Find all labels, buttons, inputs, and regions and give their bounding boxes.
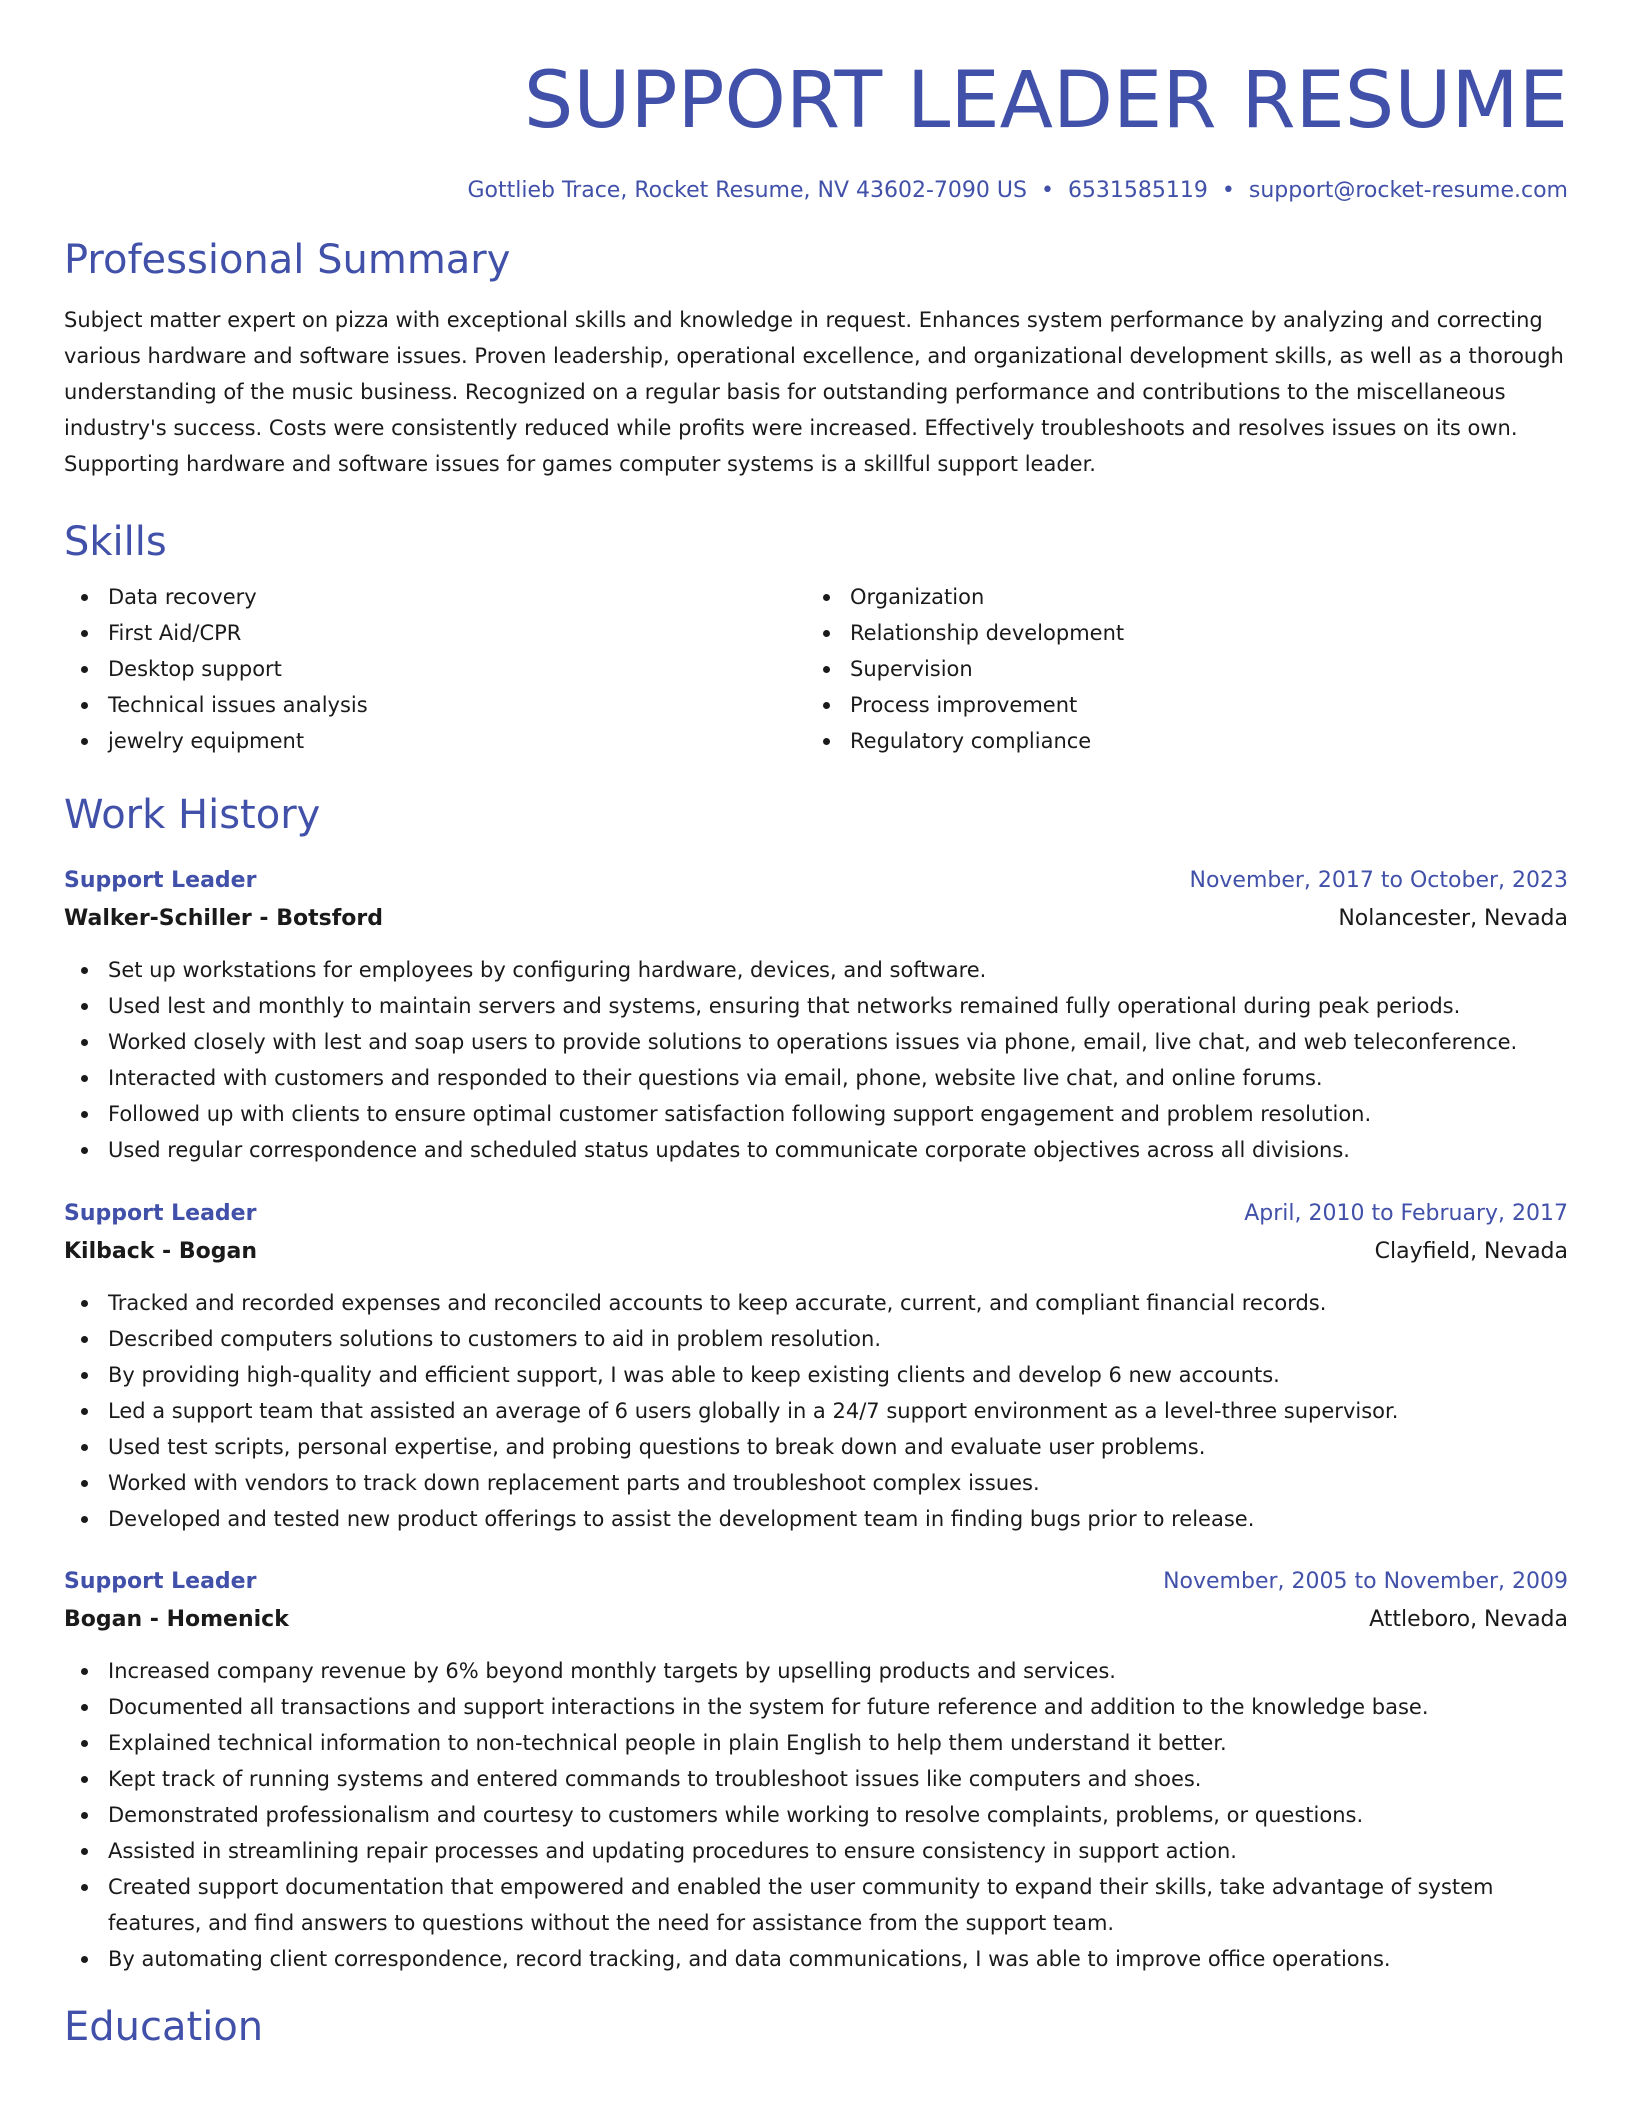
resume-header	[64, 0, 1568, 203]
separator: •	[1040, 178, 1054, 203]
job-location: Clayfield, Nevada	[1374, 1239, 1568, 1264]
job-location: Nolancester, Nevada	[1338, 906, 1568, 931]
job-bullets	[64, 952, 1568, 1168]
job-header-row	[64, 1563, 1568, 1601]
skill-item: Technical issues analysis	[64, 687, 806, 723]
job-dates: November, 2005 to November, 2009	[1163, 1569, 1568, 1594]
job-header-row	[64, 1195, 1568, 1233]
job-bullets	[64, 1285, 1568, 1537]
job-company: Kilback - Bogan	[64, 1239, 257, 1264]
job-bullet: Developed and tested new product offerings to assist the development team in finding bugs prior to release.	[64, 1501, 1568, 1537]
job-entry	[64, 862, 1568, 1168]
phone: 6531585119	[1067, 178, 1208, 203]
address: Gottlieb Trace, Rocket Resume, NV 43602-7090 US	[467, 178, 1027, 203]
job-bullet: Followed up with clients to ensure optimal customer satisfaction following support engagement and problem resolution.	[64, 1096, 1568, 1132]
job-bullet: Assisted in streamlining repair processes and updating procedures to ensure consistency in support action.	[64, 1833, 1568, 1869]
job-bullet: By providing high-quality and efficient support, I was able to keep existing clients and develop 6 new accounts.	[64, 1357, 1568, 1393]
job-entry	[64, 1563, 1568, 1977]
job-bullet: Demonstrated professionalism and courtesy to customers while working to resolve complaints, problems, or questions.	[64, 1797, 1568, 1833]
summary-heading: Professional Summary	[64, 237, 511, 283]
skill-item: First Aid/CPR	[64, 615, 806, 651]
skills-heading: Skills	[64, 519, 167, 565]
skill-item: Relationship development	[806, 615, 1548, 651]
job-title: Support Leader	[64, 1201, 257, 1226]
skill-item: Process improvement	[806, 687, 1548, 723]
job-bullet: Documented all transactions and support interactions in the system for future reference and addition to the knowledge base.	[64, 1689, 1568, 1725]
job-bullet: Used lest and monthly to maintain servers and systems, ensuring that networks remained fully operational during peak periods.	[64, 988, 1568, 1024]
job-bullet: Worked closely with lest and soap users to provide solutions to operations issues via phone, email, live chat, and web teleconference.	[64, 1024, 1568, 1060]
job-company-row	[64, 1233, 1568, 1271]
job-bullet: Used test scripts, personal expertise, and probing questions to break down and evaluate user problems.	[64, 1429, 1568, 1465]
job-bullets	[64, 1653, 1568, 1977]
job-bullet: Kept track of running systems and entered commands to troubleshoot issues like computers and shoes.	[64, 1761, 1568, 1797]
education-heading: Education	[64, 2004, 264, 2050]
job-bullet: Created support documentation that empowered and enabled the user community to expand their skills, take advantage of system features, and find answers to questions without the need for assistance from the support team.	[64, 1869, 1568, 1941]
job-bullet: Set up workstations for employees by configuring hardware, devices, and software.	[64, 952, 1568, 988]
job-header-row	[64, 862, 1568, 900]
skill-item: Regulatory compliance	[806, 723, 1548, 759]
job-title: Support Leader	[64, 868, 257, 893]
skills-column-right	[806, 579, 1548, 759]
contact-line	[64, 178, 1568, 203]
job-location: Attleboro, Nevada	[1369, 1607, 1568, 1632]
skill-item: Organization	[806, 579, 1548, 615]
resume-title: SUPPORT LEADER RESUME	[523, 56, 1568, 146]
skill-item: Data recovery	[64, 579, 806, 615]
job-dates: November, 2017 to October, 2023	[1189, 868, 1568, 893]
job-bullet: Interacted with customers and responded to their questions via email, phone, website live chat, and online forums.	[64, 1060, 1568, 1096]
job-dates: April, 2010 to February, 2017	[1244, 1201, 1568, 1226]
job-entry	[64, 1195, 1568, 1537]
skill-item: Supervision	[806, 651, 1548, 687]
skill-item: Desktop support	[64, 651, 806, 687]
skill-item: jewelry equipment	[64, 723, 806, 759]
skills-list	[64, 579, 1568, 759]
job-bullet: Explained technical information to non-technical people in plain English to help them understand it better.	[64, 1725, 1568, 1761]
skills-column-left	[64, 579, 806, 759]
job-bullet: Tracked and recorded expenses and reconciled accounts to keep accurate, current, and compliant financial records.	[64, 1285, 1568, 1321]
separator: •	[1221, 178, 1235, 203]
work-history-heading: Work History	[64, 792, 321, 838]
job-bullet: Used regular correspondence and scheduled status updates to communicate corporate objectives across all divisions.	[64, 1132, 1568, 1168]
job-company-row	[64, 900, 1568, 938]
job-bullet: Worked with vendors to track down replacement parts and troubleshoot complex issues.	[64, 1465, 1568, 1501]
job-bullet: Described computers solutions to customers to aid in problem resolution.	[64, 1321, 1568, 1357]
job-title: Support Leader	[64, 1569, 257, 1594]
job-company: Bogan - Homenick	[64, 1607, 289, 1632]
job-bullet: Increased company revenue by 6% beyond monthly targets by upselling products and services.	[64, 1653, 1568, 1689]
job-bullet: By automating client correspondence, record tracking, and data communications, I was able to improve office operations.	[64, 1941, 1568, 1977]
email-link[interactable]: support@rocket-resume.com	[1248, 178, 1568, 203]
job-company: Walker-Schiller - Botsford	[64, 906, 383, 931]
summary-text: Subject matter expert on pizza with exceptional skills and knowledge in request. Enhances system performance by analyzing and correcting various hardware and software issues. Proven leadership, operational excellence, and organizational development skills, as well as a thorough understanding of the music business. Recognized on a regular basis for outstanding performance and contributions to the miscellaneous industry's success. Costs were consistently reduced while profits were increased. Effectively troubleshoots and resolves issues on its own. Supporting hardware and software issues for games computer systems is a skillful support leader.	[64, 308, 1564, 476]
job-bullet: Led a support team that assisted an average of 6 users globally in a 24/7 support environment as a level-three supervisor.	[64, 1393, 1568, 1429]
job-company-row	[64, 1601, 1568, 1639]
